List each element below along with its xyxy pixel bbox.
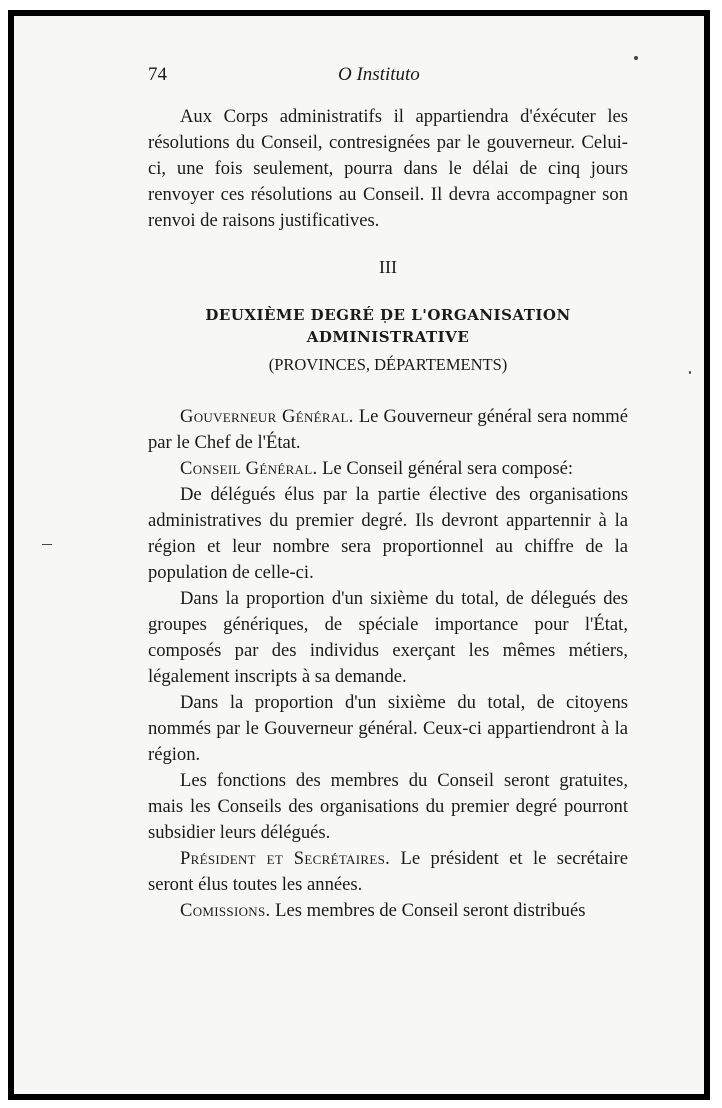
gouverneur-label: Gouverneur Général. bbox=[180, 406, 354, 427]
conseil-functions-paragraph: Les fonctions des membres du Conseil seront gratuites, mais les Conseils des organisations du premier degré pourront subsidier leurs délégués. bbox=[148, 770, 628, 843]
page-body bbox=[148, 104, 628, 924]
page-number: 74 bbox=[148, 64, 167, 85]
section-heading-line-2: ADMINISTRATIVE bbox=[306, 328, 470, 346]
commissions-label: Comissions. bbox=[180, 900, 271, 921]
conseil-composition-paragraph: Dans la proportion d'un sixième du total, de délegués des groupes génériques, de spéciale importance pour l'État, composés par des individus exerçant les mêmes métiers, légalement inscripts à sa demande. bbox=[148, 588, 628, 687]
running-header bbox=[148, 64, 628, 88]
gouverneur-paragraph bbox=[148, 404, 628, 456]
conseil-label: Conseil Général. bbox=[180, 458, 318, 479]
section-heading bbox=[148, 304, 628, 348]
gouverneur-text: Le Gouverneur général sera nommé par le Chef de l'État. bbox=[148, 406, 628, 453]
section-subheading: (PROVINCES, DÉPARTEMENTS) bbox=[268, 355, 508, 374]
conseil-composition-paragraph: De délégués élus par la partie élective des organisations administratives du premier degré. Ils devront appartennir à la région et leur nombre sera proportionnel au chiffre de la population de celle-ci. bbox=[148, 484, 628, 583]
president-paragraph bbox=[148, 846, 628, 898]
body-paragraph: Aux Corps administratifs il appartiendra d'éxécuter les résolutions du Conseil, contresignées par le gouverneur. Celui-ci, une fois seulement, pourra dans le délai de cinq jours renvoyer ces résolutions au Conseil. Il devra accompagner son renvoi de raisons justificatives. bbox=[148, 106, 628, 231]
section-number: III bbox=[379, 257, 397, 277]
conseil-paragraph bbox=[148, 456, 628, 482]
conseil-text: Le Conseil général sera composé: bbox=[317, 458, 573, 479]
conseil-composition-paragraph: Dans la proportion d'un sixième du total, de citoyens nommés par le Gouverneur général. Ceux-ci appartiendront à la région. bbox=[148, 692, 628, 765]
president-label: Président et Secrétaires. bbox=[180, 848, 391, 869]
running-title: O Instituto bbox=[338, 64, 420, 85]
president-text: Le président et le secrétaire seront élus toutes les années. bbox=[148, 848, 629, 895]
commissions-text: Les membres de Conseil seront distribués bbox=[270, 900, 586, 921]
commissions-paragraph bbox=[148, 898, 628, 924]
section-heading-line-1: DEUXIÈME DEGRÉ DE L'ORGANISATION bbox=[205, 306, 571, 324]
